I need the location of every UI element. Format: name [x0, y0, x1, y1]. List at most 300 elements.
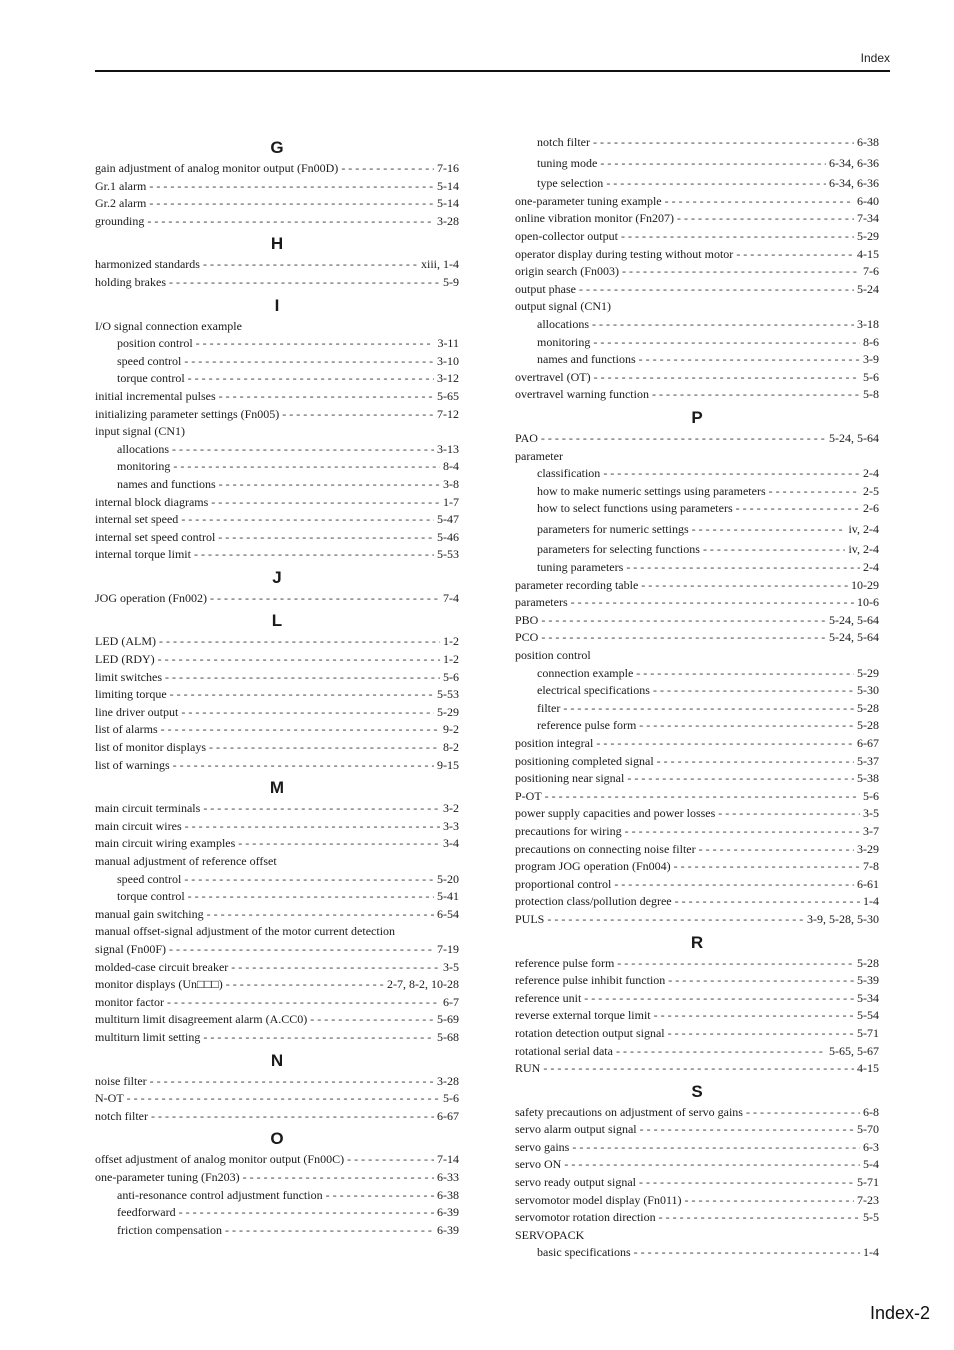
- index-entry-text: parameters for selecting functions: [537, 542, 700, 557]
- dot-leader: [181, 511, 434, 529]
- dot-leader: [151, 1108, 434, 1126]
- dot-leader: [541, 629, 826, 647]
- dot-leader: [218, 529, 434, 547]
- dot-leader: [159, 633, 440, 651]
- index-page-ref: 6-7: [443, 994, 459, 1009]
- index-subentry: [95, 1222, 459, 1240]
- dot-leader: [579, 281, 854, 299]
- index-entry-text: reference pulse form: [515, 955, 615, 970]
- dot-leader: [185, 818, 440, 836]
- dot-leader: [603, 465, 860, 483]
- index-entry-text: reverse external torque limit: [515, 1008, 651, 1023]
- index-subentry: [95, 1204, 459, 1222]
- index-entry-text: basic specifications: [537, 1245, 631, 1260]
- dot-leader: [563, 700, 854, 718]
- index-entry-text: position integral: [515, 736, 594, 750]
- index-page-ref: 5-20: [437, 871, 459, 886]
- dot-leader: [622, 263, 860, 281]
- index-page-ref: 6-39: [437, 1205, 459, 1220]
- dot-leader: [169, 274, 440, 292]
- index-entry-text: parameter: [515, 448, 563, 463]
- index-entry-text: reference pulse form: [537, 718, 637, 733]
- index-entry: [515, 1156, 879, 1174]
- index-entry: [515, 1174, 879, 1192]
- index-page-ref: 7-12: [437, 406, 459, 421]
- dot-leader: [184, 353, 434, 371]
- index-entry-text: servo alarm output signal: [515, 1122, 637, 1137]
- index-entry: [515, 1139, 879, 1157]
- index-entry-text: LED (RDY): [95, 652, 155, 667]
- index-page-ref: 6-67: [857, 736, 879, 750]
- index-page-ref: 3-4: [443, 836, 459, 851]
- index-entry-text: internal set speed: [95, 512, 179, 527]
- index-entry-text: how to make numeric settings using parameters: [537, 483, 766, 498]
- index-column-left: [95, 134, 459, 1239]
- index-page-ref: 5-6: [443, 669, 459, 684]
- index-page-ref: 6-61: [857, 876, 879, 891]
- index-entry: [515, 823, 879, 841]
- dot-leader: [181, 704, 434, 722]
- index-entry: [95, 274, 459, 292]
- index-entry-text: feedforward: [117, 1205, 176, 1220]
- dot-leader: [543, 1060, 854, 1078]
- index-entry-text: tuning parameters: [537, 560, 624, 575]
- dot-leader: [150, 1073, 434, 1091]
- index-page-ref: 5-41: [437, 889, 459, 904]
- index-page-ref: 5-34: [857, 990, 879, 1005]
- index-entry: [95, 195, 459, 213]
- dot-leader: [596, 735, 854, 753]
- index-entry-text: rotation detection output signal: [515, 1025, 665, 1040]
- index-entry: [515, 990, 879, 1008]
- index-page-ref: 5-65: [437, 388, 459, 403]
- index-section-letter: S: [691, 1081, 703, 1101]
- index-subentry: [515, 717, 879, 735]
- index-page-ref: 3-2: [443, 801, 459, 816]
- index-page-ref: 5-24, 5-64: [829, 430, 879, 445]
- index-page-ref: 5-5: [863, 1210, 879, 1225]
- index-page-ref: 5-30: [857, 683, 879, 698]
- index-entry: [515, 955, 879, 973]
- index-section-letter: G: [270, 138, 284, 157]
- index-entry-text: monitor displays (Un□□□): [95, 977, 223, 992]
- index-page-ref: 2-5: [863, 483, 879, 498]
- index-page-ref: 9-2: [443, 722, 459, 737]
- index-page-ref: 7-14: [437, 1152, 459, 1167]
- dot-leader: [668, 972, 854, 990]
- index-entry: [515, 1104, 879, 1122]
- index-entry-text: Gr.1 alarm: [95, 178, 147, 193]
- index-entry-text: list of alarms: [95, 722, 158, 737]
- index-entry-text: Gr.2 alarm: [95, 196, 147, 211]
- index-page-ref: iv, 2-4: [848, 542, 879, 557]
- index-entry: [515, 1007, 879, 1025]
- index-entry-text: overtravel (OT): [515, 369, 591, 384]
- index-entry-text: parameters: [515, 595, 568, 610]
- dot-leader: [170, 686, 434, 704]
- dot-leader: [231, 959, 440, 977]
- dot-leader: [211, 494, 440, 512]
- index-subentry: [95, 888, 459, 906]
- index-page-ref: 6-34, 6-36: [829, 176, 879, 191]
- index-entry-text: notch filter: [95, 1108, 148, 1123]
- index-entry: [515, 369, 879, 387]
- dot-leader: [541, 612, 826, 630]
- index-subentry: [95, 871, 459, 889]
- dot-leader: [188, 370, 434, 388]
- index-page-ref: 5-24: [857, 281, 879, 296]
- index-entry-text: initial incremental pulses: [95, 388, 216, 403]
- dot-leader: [165, 669, 440, 687]
- index-entry: [95, 590, 459, 608]
- index-entry: [95, 1090, 459, 1108]
- dot-leader: [326, 1187, 434, 1205]
- index-page-ref: 5-14: [437, 196, 459, 211]
- dot-leader: [636, 665, 854, 683]
- dot-leader: [617, 955, 854, 973]
- index-entry-text: LED (ALM): [95, 634, 156, 649]
- dot-leader: [310, 1011, 434, 1029]
- index-entry-text: output signal (CN1): [515, 299, 611, 314]
- index-entry: [515, 612, 879, 630]
- index-entry-text: I/O signal connection example: [95, 318, 242, 333]
- index-page-ref: 7-16: [437, 161, 459, 175]
- index-entry: [515, 448, 879, 466]
- index-entry-text: noise filter: [95, 1073, 147, 1088]
- header-rule: [95, 70, 890, 72]
- index-column-right: [515, 134, 879, 1262]
- index-entry-text: positioning near signal: [515, 771, 625, 786]
- index-entry: [95, 976, 459, 994]
- index-entry: [515, 841, 879, 859]
- index-entry-text: one-parameter tuning example: [515, 193, 662, 208]
- index-entry: [515, 788, 879, 806]
- index-entry-text: molded-case circuit breaker: [95, 959, 229, 974]
- index-page-ref: 5-46: [437, 529, 459, 544]
- index-entry-text: friction compensation: [117, 1222, 222, 1237]
- dot-leader: [238, 835, 440, 853]
- dot-leader: [593, 334, 860, 352]
- index-entry: [515, 228, 879, 246]
- index-entry: [515, 1192, 879, 1210]
- index-entry-text: P-OT: [515, 788, 542, 803]
- dot-leader: [592, 316, 854, 334]
- index-page-ref: 6-8: [863, 1104, 879, 1119]
- index-page-ref: 6-3: [863, 1139, 879, 1154]
- index-entry-text: grounding: [95, 213, 145, 228]
- index-page-ref: 5-53: [437, 687, 459, 702]
- index-page-ref: 3-29: [857, 841, 879, 856]
- index-page-ref: 6-33: [437, 1169, 459, 1184]
- index-entry: [95, 1151, 459, 1169]
- dot-leader: [541, 430, 826, 448]
- index-entry: [95, 906, 459, 924]
- index-page-ref: 5-65, 5-67: [829, 1043, 879, 1058]
- index-entry: [95, 160, 459, 178]
- index-page-ref: 3-28: [437, 1073, 459, 1088]
- index-entry: [95, 651, 459, 669]
- index-entry: [95, 213, 459, 231]
- index-page-ref: 5-14: [437, 178, 459, 193]
- dot-leader: [746, 1104, 860, 1122]
- dot-leader: [564, 1156, 860, 1174]
- index-page-ref: 3-10: [437, 353, 459, 368]
- index-page-ref: 3-11: [437, 336, 459, 351]
- index-entry-text: servomotor model display (Fn011): [515, 1192, 682, 1207]
- index-page-ref: 3-28: [437, 213, 459, 228]
- index-page-ref: 7-23: [857, 1192, 879, 1207]
- index-page-ref: 6-39: [437, 1222, 459, 1237]
- index-entry-text: line driver output: [95, 704, 179, 719]
- dot-leader: [674, 858, 860, 876]
- index-entry-text: names and functions: [537, 352, 636, 367]
- index-entry: [515, 858, 879, 876]
- index-page-ref: 3-7: [863, 823, 879, 838]
- index-entry-text: names and functions: [117, 476, 216, 491]
- index-subentry: [95, 335, 459, 353]
- index-entry-text: torque control: [117, 371, 185, 386]
- index-page-ref: 5-70: [857, 1122, 879, 1137]
- page-number: Index-2: [869, 1303, 930, 1323]
- index-entry-text: input signal (CN1): [95, 424, 185, 439]
- dot-leader: [626, 559, 860, 577]
- index-entry: [515, 1043, 879, 1061]
- dot-leader: [699, 841, 854, 859]
- index-page-ref: 4-15: [857, 246, 879, 261]
- index-entry: [95, 941, 459, 959]
- index-entry: [515, 1121, 879, 1139]
- index-entry-text: multiturn limit disagreement alarm (A.CC0): [95, 1012, 308, 1027]
- dot-leader: [639, 717, 854, 735]
- index-subentry: [515, 134, 879, 152]
- index-entry-text: monitoring: [537, 334, 591, 349]
- index-page-ref: 1-4: [863, 1245, 879, 1260]
- index-entry: [515, 647, 879, 665]
- dot-leader: [625, 823, 860, 841]
- dot-leader: [594, 369, 860, 387]
- index-page-ref: 1-2: [443, 652, 459, 667]
- index-page-ref: 10-6: [857, 595, 879, 610]
- dot-leader: [621, 228, 854, 246]
- index-page-ref: 5-28: [857, 955, 879, 970]
- index-entry-text: overtravel warning function: [515, 387, 649, 402]
- dot-leader: [547, 911, 804, 929]
- index-entry-text: monitor factor: [95, 994, 164, 1009]
- dot-leader: [243, 1169, 434, 1187]
- index-entry-text: main circuit wires: [95, 818, 182, 833]
- dot-leader: [640, 1121, 854, 1139]
- index-entry-text: protection class/pollution degree: [515, 894, 672, 909]
- dot-leader: [668, 1025, 854, 1043]
- index-page-ref: 2-6: [863, 501, 879, 516]
- dot-leader: [659, 1209, 860, 1227]
- index-page-ref: xiii, 1-4: [421, 257, 459, 272]
- dot-leader: [173, 757, 434, 775]
- index-subentry: [515, 665, 879, 683]
- index-page-ref: 2-4: [863, 466, 879, 481]
- index-subentry: [515, 351, 879, 369]
- index-page-ref: 3-18: [857, 316, 879, 331]
- dot-leader: [209, 739, 440, 757]
- index-subentry: [515, 483, 879, 501]
- index-entry: [95, 669, 459, 687]
- index-entry: [515, 753, 879, 771]
- index-page-ref: 5-53: [437, 547, 459, 562]
- index-page-ref: iv, 2-4: [848, 521, 879, 536]
- index-entry-text: operator display during testing without motor: [515, 246, 734, 261]
- index-entry: [95, 818, 459, 836]
- index-subentry: [95, 441, 459, 459]
- dot-leader: [627, 770, 854, 788]
- index-entry: [95, 1108, 459, 1126]
- index-subentry: [515, 500, 879, 518]
- index-entry-text: limiting torque: [95, 687, 167, 702]
- index-subentry: [95, 370, 459, 388]
- index-entry-text: type selection: [537, 176, 604, 191]
- index-entry: [515, 770, 879, 788]
- index-entry: [95, 633, 459, 651]
- index-page-ref: 5-69: [437, 1012, 459, 1027]
- dot-leader: [172, 441, 434, 459]
- index-subentry: [515, 559, 879, 577]
- index-entry-text: allocations: [537, 316, 589, 331]
- index-entry-text: multiturn limit setting: [95, 1029, 201, 1044]
- index-entry: [95, 959, 459, 977]
- index-entry-text: main circuit terminals: [95, 801, 201, 816]
- index-entry: [95, 757, 459, 775]
- index-entry-text: filter: [537, 700, 561, 715]
- index-entry-text: PCO: [515, 630, 539, 645]
- dot-leader: [593, 134, 854, 152]
- index-entry-text: safety precautions on adjustment of servo gains: [515, 1104, 743, 1119]
- dot-leader: [203, 800, 440, 818]
- index-subentry: [515, 1244, 879, 1262]
- index-entry-text: N-OT: [95, 1091, 124, 1106]
- index-entry-text: JOG operation (Fn002): [95, 590, 207, 605]
- dot-leader: [179, 1204, 434, 1222]
- index-page-ref: 5-4: [863, 1157, 879, 1172]
- index-section-letter: H: [270, 234, 284, 254]
- dot-leader: [161, 721, 440, 739]
- index-entry: [95, 853, 459, 871]
- index-entry-text: PBO: [515, 612, 539, 627]
- index-entry: [515, 805, 879, 823]
- index-entry-text: origin search (Fn003): [515, 264, 619, 279]
- index-entry: [95, 1011, 459, 1029]
- index-entry-text: PAO: [515, 430, 538, 445]
- index-entry-text: proportional control: [515, 876, 612, 891]
- index-entry-text: precautions for wiring: [515, 823, 622, 838]
- dot-leader: [572, 1139, 860, 1157]
- dot-leader: [188, 888, 434, 906]
- index-entry: [95, 423, 459, 441]
- index-entry-text: one-parameter tuning (Fn203): [95, 1169, 240, 1184]
- index-entry-text: list of warnings: [95, 757, 170, 772]
- index-entry: [95, 406, 459, 424]
- index-page-ref: 3-5: [443, 959, 459, 974]
- index-entry-text: position control: [515, 648, 591, 663]
- index-entry: [95, 511, 459, 529]
- dot-leader: [149, 195, 434, 213]
- running-header-label: Index: [860, 51, 890, 65]
- dot-leader: [225, 1222, 434, 1240]
- index-entry: [95, 1073, 459, 1091]
- index-entry-text: internal torque limit: [95, 547, 191, 562]
- index-page-ref: 2-7, 8-2, 10-28: [387, 977, 459, 992]
- dot-leader: [614, 876, 854, 894]
- index-entry-text: manual offset-signal adjustment of the motor current detection: [95, 924, 396, 939]
- index-subentry: [95, 353, 459, 371]
- index-entry: [95, 835, 459, 853]
- index-entry-text: SERVOPACK: [515, 1227, 585, 1242]
- dot-leader: [196, 335, 435, 353]
- index-section-letter: P: [691, 407, 703, 427]
- index-section-letter: L: [271, 611, 283, 631]
- index-page-ref: 7-4: [443, 590, 459, 605]
- index-page-ref: 5-6: [863, 369, 879, 384]
- dot-leader: [194, 546, 434, 564]
- index-entry: [95, 704, 459, 722]
- dot-leader: [677, 210, 854, 228]
- index-entry: [515, 1060, 879, 1078]
- index-entry-text: online vibration monitor (Fn207): [515, 211, 674, 226]
- index-entry: [515, 1227, 879, 1245]
- dot-leader: [736, 246, 854, 264]
- dot-leader: [282, 406, 434, 424]
- index-subentry: [515, 316, 879, 334]
- dot-leader: [207, 906, 434, 924]
- index-entry: [95, 1169, 459, 1187]
- index-page-ref: 5-6: [443, 1091, 459, 1106]
- index-entry-text: precautions on connecting noise filter: [515, 841, 696, 856]
- index-entry-text: allocations: [117, 441, 169, 456]
- index-entry: [95, 318, 459, 336]
- index-page-ref: 8-6: [863, 334, 879, 349]
- dot-leader: [219, 388, 434, 406]
- index-page-ref: 5-8: [863, 387, 879, 402]
- index-entry: [95, 494, 459, 512]
- index-page-ref: 5-29: [437, 704, 459, 719]
- index-section-letter: N: [270, 1050, 284, 1070]
- index-entry: [515, 281, 879, 299]
- index-page-ref: 3-9, 5-28, 5-30: [807, 911, 879, 926]
- index-entry-text: monitoring: [117, 459, 171, 474]
- index-page-ref: 7-6: [863, 264, 879, 279]
- dot-leader: [769, 483, 860, 501]
- index-page-ref: 5-38: [857, 771, 879, 786]
- index-entry-text: how to select functions using parameters: [537, 501, 733, 516]
- index-entry: [515, 193, 879, 211]
- index-page-ref: 5-47: [437, 512, 459, 527]
- index-entry: [515, 594, 879, 612]
- index-page-ref: 1-4: [863, 894, 879, 909]
- index-entry-text: parameters for numeric settings: [537, 521, 689, 536]
- index-page-ref: 5-28: [857, 718, 879, 733]
- index-entry-text: output phase: [515, 281, 576, 296]
- index-entry-text: limit switches: [95, 669, 162, 684]
- dot-leader: [639, 1174, 854, 1192]
- index-page-ref: 5-71: [857, 1175, 879, 1190]
- index-page-ref: 3-12: [437, 371, 459, 386]
- index-page-ref: 7-34: [857, 211, 879, 226]
- index-page-ref: 6-67: [437, 1108, 459, 1123]
- index-entry-text: power supply capacities and power losses: [515, 806, 716, 821]
- index-page-ref: 5-39: [857, 973, 879, 988]
- index-subentry: [515, 334, 879, 352]
- index-page-ref: 2-4: [863, 560, 879, 575]
- index-entry: [515, 735, 879, 753]
- dot-leader: [703, 541, 846, 559]
